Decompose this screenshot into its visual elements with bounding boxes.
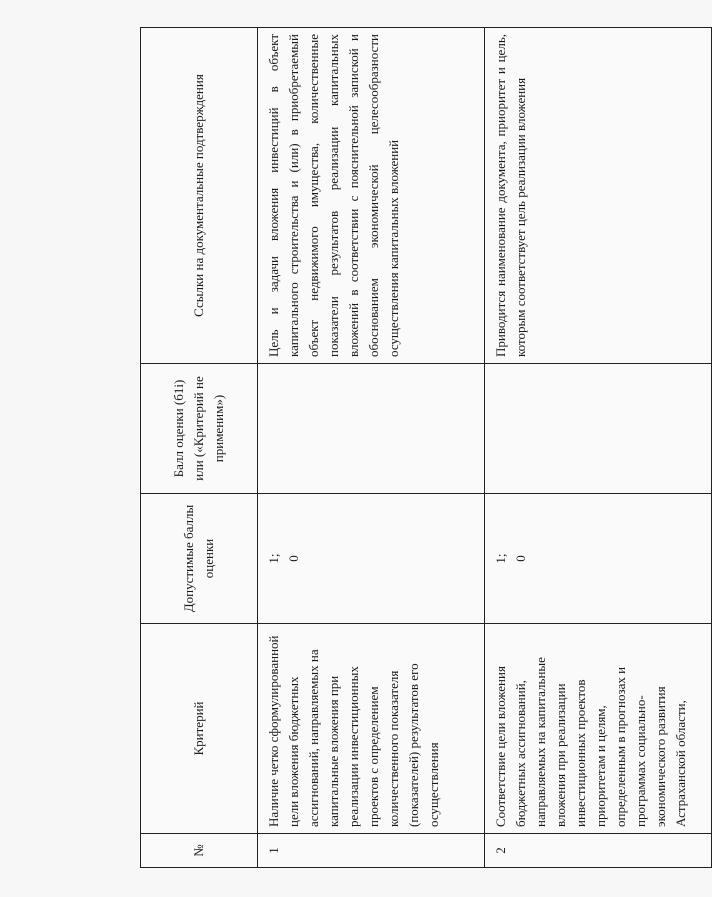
table-row: [258, 28, 485, 868]
score-option: 1;: [493, 553, 508, 564]
score-option: 1;: [266, 553, 281, 564]
row-score: [485, 364, 712, 494]
header-documents: Ссылки на документальные подтверждения: [141, 28, 258, 364]
table-row: [485, 28, 712, 868]
header-criterion: Критерий: [141, 624, 258, 834]
row-score: [258, 364, 485, 494]
criteria-table: [140, 27, 712, 868]
row-criterion: Соответствие цели вложения бюджетных ассигнований, направляемых на капитальные вложения при реализации инвестиционных проектов приоритетам и целям, определенным в прогнозах и программах социально-экономического развития Астраханской области,: [485, 624, 712, 834]
row-documents: Приводится наименование документа, приоритет и цель, которым соответствует цель реализации вложения: [485, 28, 712, 364]
rotated-page: [140, 28, 688, 868]
row-allowed-scores: [258, 494, 485, 624]
row-allowed-scores: [485, 494, 712, 624]
header-row: [141, 28, 258, 868]
score-option: 0: [286, 555, 301, 562]
header-score: Балл оценки (б1i) или («Критерий не применим»): [141, 364, 258, 494]
header-num: №: [141, 834, 258, 868]
row-num: 1: [258, 834, 485, 868]
header-allowed-scores: Допустимые баллы оценки: [141, 494, 258, 624]
row-documents: Цель и задачи вложения инвестиций в объект капитального строительства и (или) в приобретаемый объект недвижимого имущества, количественные показатели результатов реализации капитальных вложений в соответствии с пояснительной запиской и обоснованием экономической целесообразности осуществления капитальных вложений: [258, 28, 485, 364]
row-criterion: Наличие четко сформулированной цели вложения бюджетных ассигнований, направляемых на капитальные вложения при реализации инвестиционных проектов с определением количественного показателя (показателей) результатов его осуществления: [258, 624, 485, 834]
score-option: 0: [513, 555, 528, 562]
row-num: 2: [485, 834, 712, 868]
